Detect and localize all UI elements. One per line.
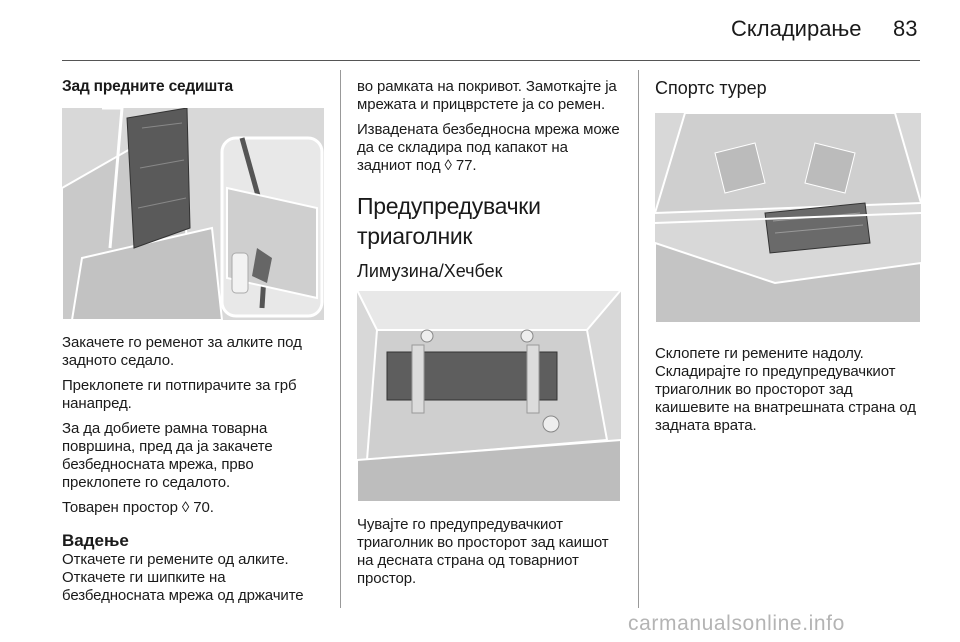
subheading-sedan-hatchback: Лимузина/Хечбек	[357, 261, 503, 281]
paragraph: За да добиете рамна товарна површина, пред да ја закачете безбедносната мрежа, прво преклопете го седалото.	[62, 420, 273, 491]
figure-warning-triangle-sedan	[357, 290, 621, 502]
paragraph: Закачете го ременот за алките под задното седало.	[62, 334, 302, 369]
paragraph: во рамката на покривот. Замоткајте ја мрежата и прицврстете ја со ремен.	[357, 78, 617, 113]
section-heading-removal: Вадење	[62, 531, 129, 550]
figure-rear-seat-net	[62, 108, 324, 320]
paragraph: Откачете ги ремените од алките.	[62, 551, 289, 568]
column-1	[62, 70, 324, 612]
section-heading-behind-front-seats: Зад предните седишта	[62, 78, 233, 95]
column-2	[357, 70, 625, 595]
header-rule	[62, 60, 920, 61]
paragraph: Преклопете ги потпирачите за грб нанапред.	[62, 377, 297, 412]
section-title-warning-triangle: Предупредувачки триаголник	[357, 193, 541, 249]
subheading-sports-tourer: Спортс турер	[655, 78, 767, 98]
column-divider-1	[340, 70, 341, 608]
paragraph: Товарен простор ◊ 70.	[62, 499, 214, 516]
page-title: Складирање	[731, 16, 862, 41]
column-divider-2	[638, 70, 639, 608]
paragraph: Извадената безбедносна мрежа може да се складира под капакот на задниот под ◊ 77.	[357, 121, 620, 174]
column-3	[655, 70, 925, 442]
figure-warning-triangle-tourer	[655, 113, 921, 323]
page-number: 83	[893, 16, 918, 41]
caption-tourer: Склопете ги ремените надолу. Складирајте го предупредувачкиот триаголник во просторот зад каишевите на внатрешната страна од задната врата.	[655, 345, 916, 434]
paragraph: Откачете ги шипките на безбедносната мрежа од држачите	[62, 569, 304, 604]
caption-sedan: Чувајте го предупредувачкиот триаголник во просторот зад каишот на десната страна од товарниот простор.	[357, 516, 609, 587]
instructions-block	[62, 334, 324, 517]
watermark: carmanualsonline.info	[628, 612, 845, 635]
